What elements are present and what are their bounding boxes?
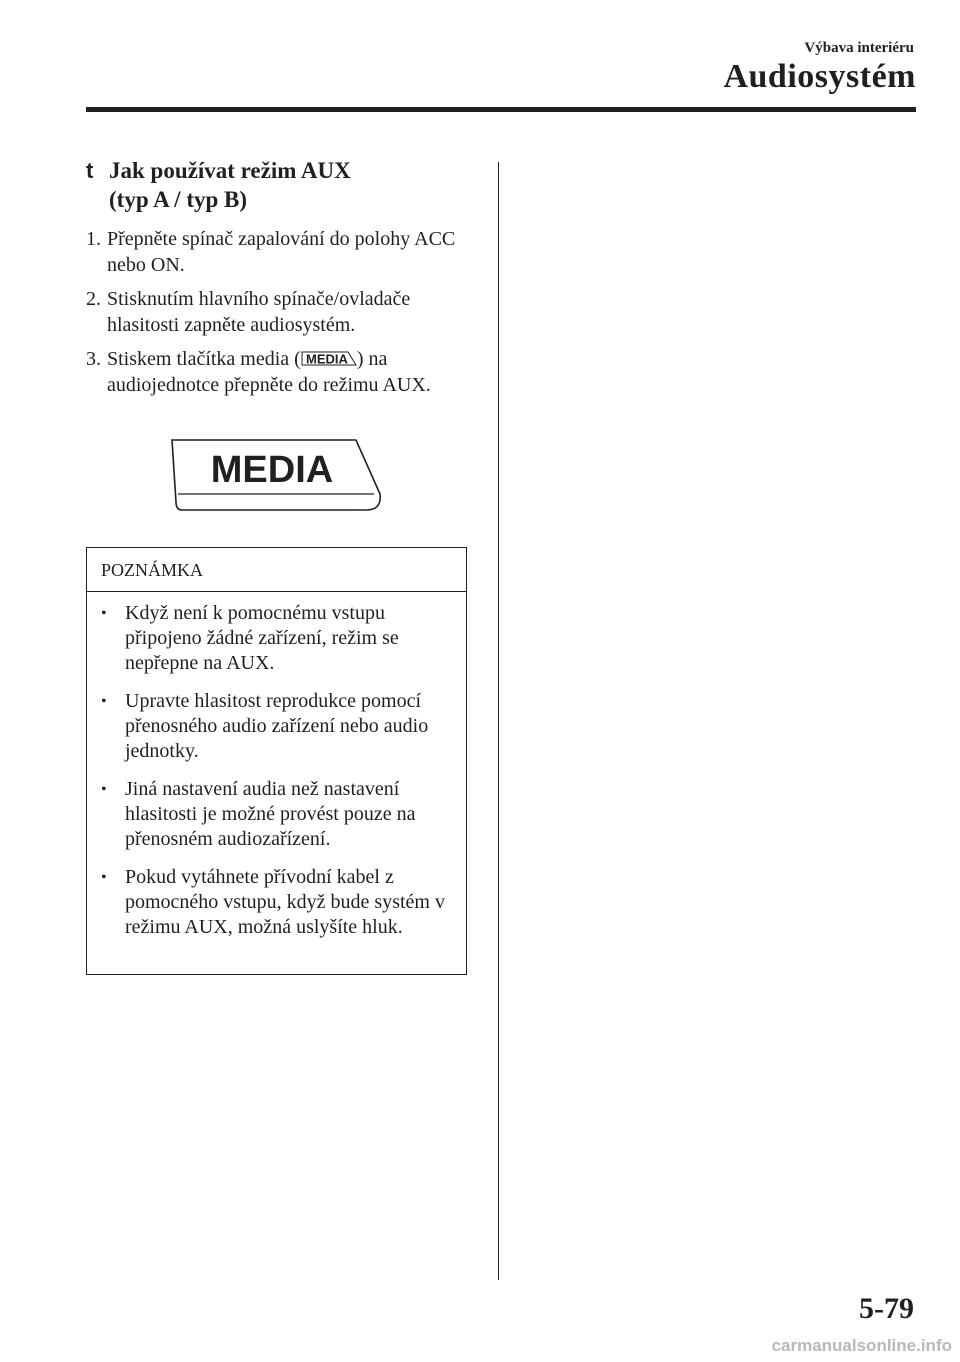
header-section-label: Výbava interiéru [804, 40, 914, 56]
note-item [101, 777, 456, 852]
watermark-link[interactable]: carmanualsonline.info [771, 1336, 952, 1355]
note-title: POZNÁMKA [87, 548, 466, 592]
bullet: • [101, 869, 107, 886]
step-item [86, 346, 486, 398]
note-item [101, 689, 456, 764]
note-item [101, 601, 456, 676]
media-button-figure [168, 434, 388, 514]
note-text: Když není k pomocnému vstupu připojeno žádné zařízení, režim se nepřepne na AUX. [125, 602, 399, 674]
svg-text:MEDIA: MEDIA [305, 351, 348, 367]
bullet: • [101, 693, 107, 710]
column-divider [498, 162, 499, 1280]
step-number: 1. [86, 228, 101, 250]
steps-list [86, 226, 486, 406]
media-button-illustration [168, 434, 388, 514]
step-text: Stisknutím hlavního spínače/ovladače hlasitosti zapněte audiosystém. [107, 288, 411, 336]
note-text: Upravte hlasitost reprodukce pomocí přenosného audio zařízení nebo audio jednotky. [125, 690, 429, 762]
step-text: Přepněte spínač zapalování do polohy ACC nebo ON. [107, 228, 456, 276]
note-text: Jiná nastavení audia než nastavení hlasitosti je možné provést pouze na přenosném audiozařízení. [125, 778, 416, 850]
step-item [86, 286, 486, 338]
bullet: • [101, 605, 107, 622]
note-text: Pokud vytáhnete přívodní kabel z pomocného vstupu, když bude systém v režimu AUX, možná uslyšíte hluk. [125, 866, 445, 938]
step-number: 3. [86, 348, 101, 370]
header-title: Audiosystém [723, 58, 916, 95]
page-number: 5-79 [859, 1292, 914, 1325]
step-number: 2. [86, 288, 101, 310]
heading-marker: t [86, 158, 94, 183]
media-button-icon [301, 350, 357, 367]
note-box [86, 547, 467, 975]
header-rule [86, 107, 916, 112]
note-list [87, 592, 466, 940]
heading-line-1: Jak používat režim AUX [109, 158, 351, 183]
section-heading [86, 156, 486, 214]
step-item [86, 226, 486, 278]
step-text-after: ) na audiojednotce přepněte do režimu AUX. [107, 348, 431, 396]
svg-text:MEDIA: MEDIA [210, 449, 334, 491]
heading-line-2: (typ A / typ B) [109, 187, 248, 212]
step-text-before: Stiskem tlačítka media ( [107, 348, 301, 370]
note-item [101, 865, 456, 940]
bullet: • [101, 781, 107, 798]
